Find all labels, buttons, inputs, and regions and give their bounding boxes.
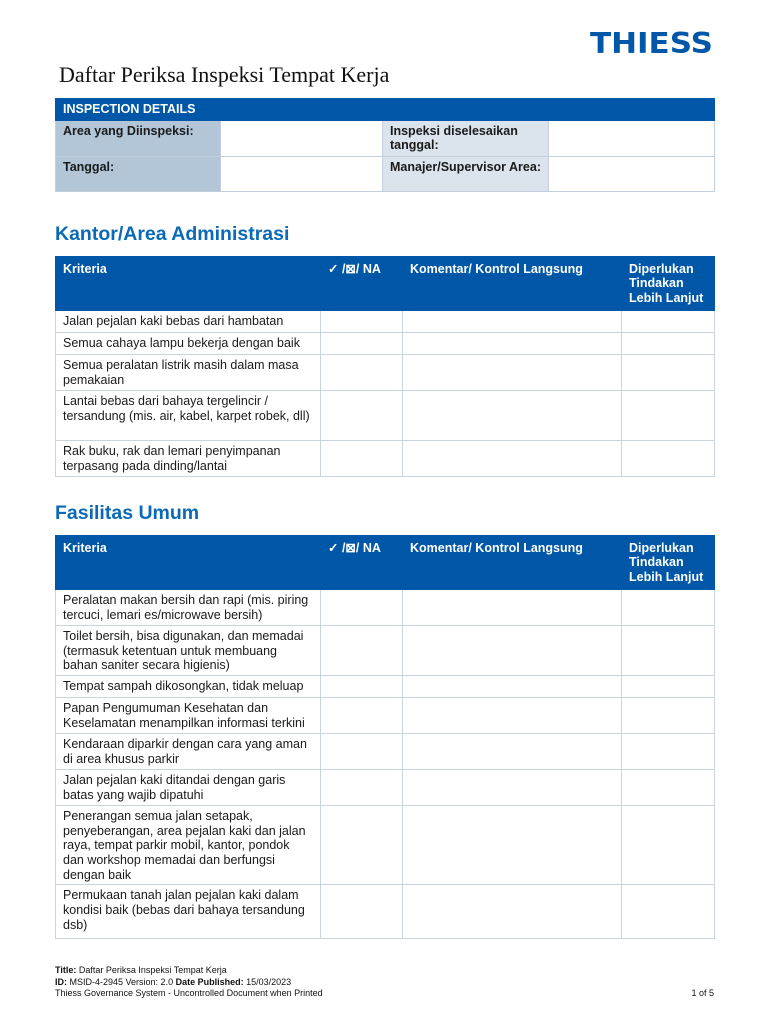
criteria-text: Permukaan tanah jalan pejalan kaki dalam kondisi baik (bebas dari bahaya tersandung dsb) bbox=[56, 885, 321, 939]
criteria-text: Kendaraan diparkir dengan cara yang aman di area khusus parkir bbox=[56, 734, 321, 770]
section-title-office: Kantor/Area Administrasi bbox=[55, 223, 290, 245]
check-cell[interactable] bbox=[321, 734, 403, 770]
comment-cell[interactable] bbox=[403, 333, 622, 355]
check-cell[interactable] bbox=[321, 355, 403, 391]
manager-label: Manajer/Supervisor Area: bbox=[383, 156, 549, 191]
comment-header: Komentar/ Kontrol Langsung bbox=[403, 536, 622, 590]
check-cell[interactable] bbox=[321, 676, 403, 698]
check-header: ✓ /⊠/ NA bbox=[321, 536, 403, 590]
facilities-checklist-table bbox=[55, 535, 715, 939]
action-header: Diperlukan Tindakan Lebih Lanjut bbox=[622, 536, 715, 590]
check-cell[interactable] bbox=[321, 391, 403, 441]
criteria-text: Semua cahaya lampu bekerja dengan baik bbox=[56, 333, 321, 355]
criteria-text: Rak buku, rak dan lemari penyimpanan terpasang pada dinding/lantai bbox=[56, 441, 321, 477]
check-header: ✓ /⊠/ NA bbox=[321, 257, 403, 311]
criteria-text: Jalan pejalan kaki bebas dari hambatan bbox=[56, 311, 321, 333]
criteria-text: Tempat sampah dikosongkan, tidak meluap bbox=[56, 676, 321, 698]
comment-cell[interactable] bbox=[403, 885, 622, 939]
checklist-row bbox=[56, 676, 715, 698]
check-cell[interactable] bbox=[321, 333, 403, 355]
footer-title-value: Daftar Periksa Inspeksi Tempat Kerja bbox=[78, 965, 227, 975]
action-cell[interactable] bbox=[622, 676, 715, 698]
thiess-logo: THIESS bbox=[589, 27, 713, 61]
action-cell[interactable] bbox=[622, 770, 715, 806]
page-number: 1 of 5 bbox=[691, 988, 714, 999]
inspection-details-heading: INSPECTION DETAILS bbox=[56, 99, 715, 121]
action-cell[interactable] bbox=[622, 698, 715, 734]
checklist-row bbox=[56, 698, 715, 734]
manager-input[interactable] bbox=[549, 156, 715, 191]
document-title: Daftar Periksa Inspeksi Tempat Kerja bbox=[59, 62, 390, 87]
checklist-row bbox=[56, 355, 715, 391]
check-cell[interactable] bbox=[321, 590, 403, 626]
office-header-row bbox=[56, 257, 715, 311]
checklist-row bbox=[56, 333, 715, 355]
action-cell[interactable] bbox=[622, 311, 715, 333]
checklist-row bbox=[56, 391, 715, 441]
criteria-text: Lantai bebas dari bahaya tergelincir / tersandung (mis. air, kabel, karpet robek, dll) bbox=[56, 391, 321, 441]
completed-date-label: Inspeksi diselesaikan tanggal: bbox=[383, 121, 549, 157]
comment-cell[interactable] bbox=[403, 311, 622, 333]
details-row-2 bbox=[56, 156, 715, 191]
inspection-details-header-row bbox=[56, 99, 715, 121]
comment-cell[interactable] bbox=[403, 770, 622, 806]
footer-id-label: ID: bbox=[55, 976, 67, 987]
comment-cell[interactable] bbox=[403, 441, 622, 477]
check-cell[interactable] bbox=[321, 441, 403, 477]
checklist-row bbox=[56, 626, 715, 676]
action-cell[interactable] bbox=[622, 333, 715, 355]
date-label: Tanggal: bbox=[56, 156, 221, 191]
area-input[interactable] bbox=[221, 121, 383, 157]
footer-title-label: Title: bbox=[55, 965, 77, 975]
criteria-text: Papan Pengumuman Kesehatan dan Keselamatan menampilkan informasi terkini bbox=[56, 698, 321, 734]
completed-date-input[interactable] bbox=[549, 121, 715, 157]
check-cell[interactable] bbox=[321, 770, 403, 806]
criteria-header: Kriteria bbox=[56, 257, 321, 311]
action-cell[interactable] bbox=[622, 441, 715, 477]
action-cell[interactable] bbox=[622, 391, 715, 441]
comment-cell[interactable] bbox=[403, 698, 622, 734]
comment-cell[interactable] bbox=[403, 734, 622, 770]
comment-cell[interactable] bbox=[403, 355, 622, 391]
document-footer bbox=[55, 965, 714, 1000]
comment-cell[interactable] bbox=[403, 806, 622, 885]
date-input[interactable] bbox=[221, 156, 383, 191]
criteria-text: Penerangan semua jalan setapak, penyeberangan, area pejalan kaki dan jalan raya, tempat parkir mobil, kantor, pondok dan workshop memadai dan berfungsi dengan baik bbox=[56, 806, 321, 885]
action-header: Diperlukan Tindakan Lebih Lanjut bbox=[622, 257, 715, 311]
inspection-details-table bbox=[55, 98, 715, 192]
comment-cell[interactable] bbox=[403, 676, 622, 698]
checklist-row bbox=[56, 770, 715, 806]
action-cell[interactable] bbox=[622, 626, 715, 676]
check-cell[interactable] bbox=[321, 626, 403, 676]
footer-id-line bbox=[55, 977, 714, 989]
office-checklist-table bbox=[55, 256, 715, 477]
checklist-row bbox=[56, 441, 715, 477]
check-cell[interactable] bbox=[321, 806, 403, 885]
criteria-text: Toilet bersih, bisa digunakan, dan memadai (termasuk ketentuan untuk membuang bahan saniter secara higienis) bbox=[56, 626, 321, 676]
footer-id-value: MSID-4-2945 Version: 2.0 bbox=[69, 976, 174, 987]
action-cell[interactable] bbox=[622, 355, 715, 391]
section-title-facilities: Fasilitas Umum bbox=[55, 502, 200, 524]
criteria-text: Jalan pejalan kaki ditandai dengan garis batas yang wajib dipatuhi bbox=[56, 770, 321, 806]
facilities-header-row bbox=[56, 536, 715, 590]
comment-cell[interactable] bbox=[403, 391, 622, 441]
check-cell[interactable] bbox=[321, 698, 403, 734]
comment-cell[interactable] bbox=[403, 590, 622, 626]
check-cell[interactable] bbox=[321, 311, 403, 333]
checklist-row bbox=[56, 734, 715, 770]
criteria-text: Peralatan makan bersih dan rapi (mis. piring tercuci, lemari es/microwave bersih) bbox=[56, 590, 321, 626]
checklist-row bbox=[56, 590, 715, 626]
criteria-header: Kriteria bbox=[56, 536, 321, 590]
action-cell[interactable] bbox=[622, 885, 715, 939]
details-row-1 bbox=[56, 121, 715, 157]
checklist-row bbox=[56, 311, 715, 333]
action-cell[interactable] bbox=[622, 590, 715, 626]
criteria-text: Semua peralatan listrik masih dalam masa pemakaian bbox=[56, 355, 321, 391]
action-cell[interactable] bbox=[622, 734, 715, 770]
check-cell[interactable] bbox=[321, 885, 403, 939]
footer-published-label: Date Published: bbox=[175, 976, 244, 987]
area-label: Area yang Diinspeksi: bbox=[56, 121, 221, 157]
action-cell[interactable] bbox=[622, 806, 715, 885]
checklist-row bbox=[56, 885, 715, 939]
footer-title-line bbox=[55, 965, 714, 977]
comment-header: Komentar/ Kontrol Langsung bbox=[403, 257, 622, 311]
comment-cell[interactable] bbox=[403, 626, 622, 676]
footer-published-value: 15/03/2023 bbox=[246, 976, 292, 987]
checklist-row bbox=[56, 806, 715, 885]
footer-governance-text: Thiess Governance System - Uncontrolled Document when Printed bbox=[55, 988, 323, 999]
